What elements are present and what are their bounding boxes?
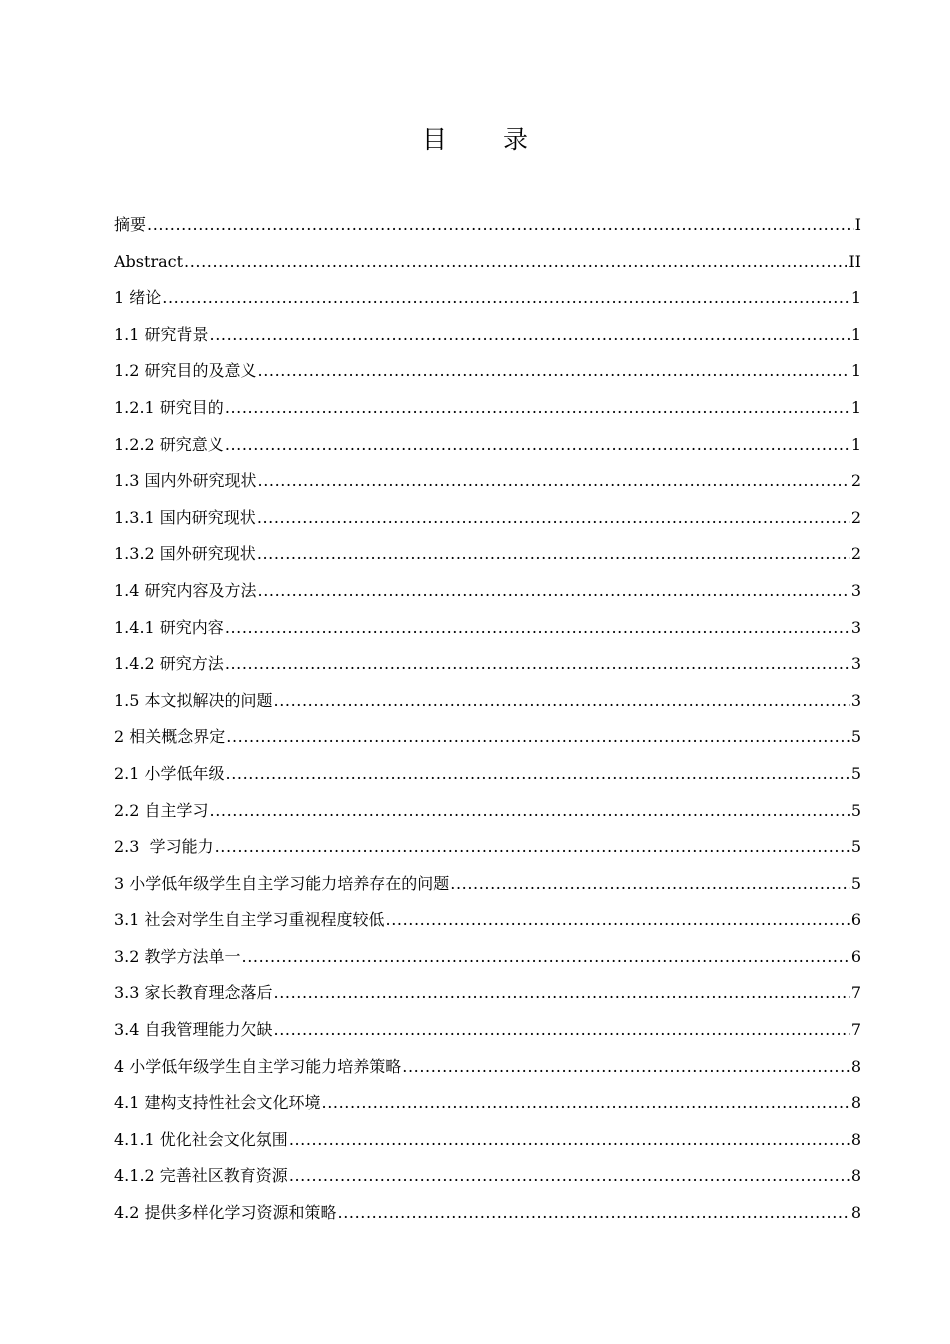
toc-dot-leader: [289, 1158, 850, 1195]
toc-entry-page-number: 2: [850, 507, 861, 527]
toc-entry-page-number: 7: [850, 1020, 861, 1040]
toc-entry-page-number: 8: [850, 1129, 861, 1149]
toc-dot-leader: [184, 244, 847, 281]
toc-entry-label: 3.4 自我管理能力欠缺: [114, 1020, 273, 1040]
toc-entry[interactable]: [114, 756, 861, 793]
toc-dot-leader: [257, 500, 850, 537]
toc-entry[interactable]: [114, 1012, 861, 1049]
toc-dot-leader: [322, 1085, 850, 1122]
toc-dot-leader: [226, 719, 850, 756]
toc-entry[interactable]: [114, 610, 861, 647]
toc-entry-label: 3.3 家长教育理念落后: [114, 983, 273, 1003]
toc-dot-leader: [210, 317, 850, 354]
toc-entry-page-number: 3: [850, 654, 861, 674]
toc-entry-label: 2.1 小学低年级: [114, 763, 225, 783]
toc-entry-label: 1.5 本文拟解决的问题: [114, 690, 273, 710]
toc-title: 目 录: [422, 125, 552, 154]
toc-dot-leader: [274, 683, 850, 720]
toc-entry-label: 摘要: [114, 215, 147, 234]
toc-dot-leader: [225, 646, 850, 683]
toc-entry[interactable]: [114, 427, 861, 464]
toc-dot-leader: [386, 902, 850, 939]
toc-entry[interactable]: [114, 573, 861, 610]
toc-entry[interactable]: [114, 536, 861, 573]
toc-entry[interactable]: [114, 280, 861, 317]
toc-entry[interactable]: [114, 317, 861, 354]
toc-dot-leader: [225, 427, 850, 464]
toc-dot-leader: [210, 793, 850, 830]
toc-dot-leader: [215, 829, 850, 866]
toc-entry-page-number: 3: [850, 580, 861, 600]
toc-entry-page-number: I: [854, 215, 861, 234]
toc-entry-page-number: 8: [850, 1093, 861, 1113]
toc-entry-page-number: 1: [850, 434, 861, 454]
toc-entry-page-number: 6: [850, 946, 861, 966]
toc-entry[interactable]: [114, 902, 861, 939]
toc-entry[interactable]: [114, 939, 861, 976]
toc-entry[interactable]: [114, 390, 861, 427]
toc-dot-leader: [258, 463, 850, 500]
toc-entry-label: 2.2 自主学习: [114, 800, 209, 820]
toc-entry[interactable]: [114, 866, 861, 903]
toc-entry[interactable]: [114, 1085, 861, 1122]
toc-entry[interactable]: [114, 793, 861, 830]
toc-entry[interactable]: [114, 500, 861, 537]
toc-entry-label: 1.3.1 国内研究现状: [114, 507, 256, 527]
toc-entry[interactable]: [114, 1049, 861, 1086]
toc-entry[interactable]: [114, 719, 861, 756]
toc-dot-leader: [402, 1049, 850, 1086]
toc-dot-leader: [258, 573, 850, 610]
toc-entry-page-number: 5: [850, 837, 861, 857]
toc-entry-page-number: 2: [850, 471, 861, 491]
toc-list: [114, 207, 861, 1232]
toc-entry-page-number: 5: [850, 800, 861, 820]
toc-entry[interactable]: [114, 646, 861, 683]
toc-entry[interactable]: [114, 1158, 861, 1195]
toc-dot-leader: [289, 1122, 850, 1159]
toc-entry-label: 1.2.2 研究意义: [114, 434, 224, 454]
toc-entry[interactable]: [114, 1195, 861, 1232]
toc-entry-label: 1.4.2 研究方法: [114, 654, 224, 674]
toc-entry-label: 1.4.1 研究内容: [114, 617, 224, 637]
toc-entry-label: 1.3.2 国外研究现状: [114, 544, 256, 564]
toc-entry-page-number: II: [848, 251, 861, 271]
toc-entry-label: 1.2 研究目的及意义: [114, 361, 257, 381]
toc-entry[interactable]: [114, 975, 861, 1012]
toc-entry-page-number: 2: [850, 544, 861, 564]
toc-entry[interactable]: [114, 244, 861, 281]
toc-dot-leader: [225, 390, 850, 427]
toc-entry-label: 1.3 国内外研究现状: [114, 471, 257, 491]
toc-entry-label: 4.1 建构支持性社会文化环境: [114, 1093, 321, 1113]
toc-entry[interactable]: [114, 463, 861, 500]
toc-entry-label: 1.2.1 研究目的: [114, 397, 224, 417]
toc-dot-leader: [162, 280, 850, 317]
toc-dot-leader: [450, 866, 850, 903]
toc-entry-label: 1 绪论: [114, 288, 162, 308]
toc-dot-leader: [274, 975, 850, 1012]
toc-dot-leader: [257, 536, 850, 573]
toc-entry[interactable]: [114, 207, 861, 244]
toc-entry-page-number: 6: [850, 910, 861, 930]
toc-entry[interactable]: [114, 829, 861, 866]
toc-entry-label: 4 小学低年级学生自主学习能力培养策略: [114, 1056, 402, 1076]
toc-dot-leader: [242, 939, 850, 976]
toc-entry-label: 4.1.2 完善社区教育资源: [114, 1166, 288, 1186]
toc-dot-leader: [226, 756, 850, 793]
toc-entry-page-number: 1: [850, 361, 861, 381]
toc-entry-label: 3 小学低年级学生自主学习能力培养存在的问题: [114, 873, 450, 893]
toc-dot-leader: [258, 353, 850, 390]
toc-entry-page-number: 5: [850, 873, 861, 893]
toc-entry-page-number: 1: [850, 397, 861, 417]
toc-entry-page-number: 1: [850, 288, 861, 308]
toc-entry-page-number: 1: [850, 324, 861, 344]
toc-entry-label: 1.1 研究背景: [114, 324, 209, 344]
toc-dot-leader: [147, 207, 854, 244]
toc-entry-page-number: 8: [850, 1203, 861, 1223]
toc-entry-label: 3.1 社会对学生自主学习重视程度较低: [114, 910, 385, 930]
toc-dot-leader: [274, 1012, 850, 1049]
toc-entry-label: 1.4 研究内容及方法: [114, 580, 257, 600]
toc-entry-page-number: 8: [850, 1166, 861, 1186]
toc-entry[interactable]: [114, 353, 861, 390]
toc-dot-leader: [225, 610, 850, 647]
toc-entry[interactable]: [114, 683, 861, 720]
toc-dot-leader: [338, 1195, 850, 1232]
toc-entry-page-number: 3: [850, 617, 861, 637]
toc-entry[interactable]: [114, 1122, 861, 1159]
toc-entry-label: 3.2 教学方法单一: [114, 946, 241, 966]
toc-entry-page-number: 7: [850, 983, 861, 1003]
toc-entry-label: 4.1.1 优化社会文化氛围: [114, 1129, 288, 1149]
toc-entry-page-number: 5: [850, 763, 861, 783]
toc-entry-label: 2.3 学习能力: [114, 837, 214, 857]
toc-entry-label: 4.2 提供多样化学习资源和策略: [114, 1203, 337, 1223]
toc-entry-label: 2 相关概念界定: [114, 727, 226, 747]
toc-entry-page-number: 8: [850, 1056, 861, 1076]
toc-entry-label: Abstract: [114, 251, 184, 271]
toc-entry-page-number: 3: [850, 690, 861, 710]
toc-entry-page-number: 5: [850, 727, 861, 747]
